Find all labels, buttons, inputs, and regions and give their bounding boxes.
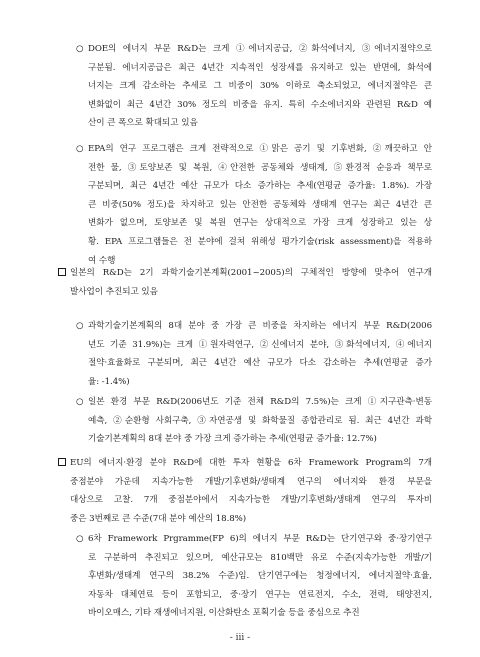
text-line: 중은 3번째로 큰 수준(7대 분야 예산의 18.8%) <box>70 513 247 524</box>
square-bullet-icon <box>58 268 66 276</box>
text-line: 여 수행 <box>88 255 116 266</box>
text-line: 황. EPA 프로그램들은 전 분야에 걸쳐 위해성 평가기술(risk assessment)을 적용하 <box>88 236 432 247</box>
circle-bullet-icon: ○ <box>76 44 84 54</box>
square-bullet-icon <box>58 458 66 466</box>
text-line: 과학기술기본계획의 8대 분야 중 가장 큰 비중을 차지하는 에너지 부문 R&D(2006 <box>88 321 432 331</box>
text-line: 변화없이 최근 4년간 30% 정도의 비중을 유지. 특히 수소에너지와 관련된 R&D 예 <box>88 99 432 110</box>
circle-bullet-icon: ○ <box>76 144 84 154</box>
circle-bullet-icon: ○ <box>76 321 84 331</box>
paragraph-eu-fp6 <box>76 530 432 623</box>
text-line: EU의 에너지·환경 분야 R&D에 대한 투자 현황을 6차 Framework Program의 7개 <box>70 458 432 468</box>
text-line: 변화가 없으며, 토양보존 및 복원 연구는 상대적으로 가장 크게 성장하고 있는 상 <box>88 218 432 229</box>
paragraph-japan-environment <box>76 393 432 449</box>
text-line: 기술기본계획의 8대 분야 중 가장 크게 증가하는 추세(연평균 증가율: 12.7%) <box>88 434 377 445</box>
text-line: 중점분야 가운데 지속가능한 개발/기후변화/생태계 연구의 에너지와 환경 부문을 <box>70 476 432 487</box>
paragraph-epa <box>76 140 432 270</box>
page-number: - iii - <box>229 633 251 643</box>
text-line: 전한 물, ③토양보존 및 복원, ④안전한 공동체와 생태계, ⑤환경적 순응과 책무로 <box>88 162 432 173</box>
text-line: DOE의 에너지 부문 R&D는 크게 ①에너지공급, ②화석에너지, ③에너지절약으로 <box>88 44 432 54</box>
text-line: 구분됨. 에너지공급은 최근 4년간 지속적인 성장세를 유지하고 있는 반면에, 화석에 <box>88 62 432 73</box>
text-line: 산이 큰 폭으로 확대되고 있음 <box>88 118 198 129</box>
text-line: 일본 환경 부문 R&D(2006년도 기준 전체 R&D의 7.5%)는 크게 ①지구관측·변동 <box>88 397 432 407</box>
text-line: 절약·효율화로 구분되며, 최근 4년간 예산 규모가 다소 감소하는 추세(연평균 증가 <box>88 358 432 369</box>
paragraph-doe <box>76 40 432 133</box>
text-line: 예측, ②순환형 사회구축, ③자연공생 및 화학물질 종합관리로 됨. 최근 4년간 과학 <box>88 415 432 426</box>
text-line: 발사업이 추진되고 있음 <box>70 286 158 297</box>
section-eu <box>58 454 432 528</box>
paragraph-japan-energy <box>76 317 432 391</box>
text-line: 자동차 대체연료 등이 포함되고, 중·장기 연구는 연료전지, 수소, 전력, 태양전지, <box>88 589 432 600</box>
text-line: 년도 기준 31.9%)는 크게 ①원자력연구, ②신에너지 분야, ③화석에너지, ④에너지 <box>88 339 432 350</box>
section-japan <box>58 264 432 301</box>
circle-bullet-icon: ○ <box>76 534 84 544</box>
text-line: 너지는 크게 감소하는 추세로 그 비중이 30% 이하로 축소되었고, 에너지절약은 큰 <box>88 81 432 92</box>
text-line: 대상으로 고찰. 7개 중점분야에서 지속가능한 개발/기후변화/생태계 연구의 투자비 <box>70 495 432 506</box>
text-line: 율: -1.4%) <box>88 376 130 387</box>
text-line: 구분되며, 최근 4년간 예산 규모가 다소 증가하는 추세(연평균 증가율: 1.8%). 가장 <box>88 181 432 192</box>
text-line: EPA의 연구 프로그램은 크게 전략적으로 ①맑은 공기 및 기후변화, ②깨끗하고 안 <box>88 144 432 154</box>
circle-bullet-icon: ○ <box>76 397 84 407</box>
text-line: 일본의 R&D는 2기 과학기술기본계획(2001~2005)의 구체적인 방향에 맞추어 연구개 <box>70 268 432 278</box>
text-line: 로 구분하여 추진되고 있으며, 예산규모는 810백만 유로 수준(지속가능한 개발/기 <box>88 552 432 563</box>
text-line: 바이오매스, 기타 재생에너지원, 이산화탄소 포획기술 등을 중심으로 추진 <box>88 608 360 619</box>
text-line: 6차 Framework Prgramme(FP 6)의 에너지 부문 R&D는 단기연구와 중·장기연구 <box>88 534 432 544</box>
text-line: 후변화/생태계 연구의 38.2% 수준)임. 단기연구에는 청정에너지, 에너지절약·효율, <box>88 571 432 582</box>
text-line: 큰 비중(50% 정도)을 차지하고 있는 안전한 공동체와 생태계 연구는 최근 4년간 큰 <box>88 199 432 210</box>
